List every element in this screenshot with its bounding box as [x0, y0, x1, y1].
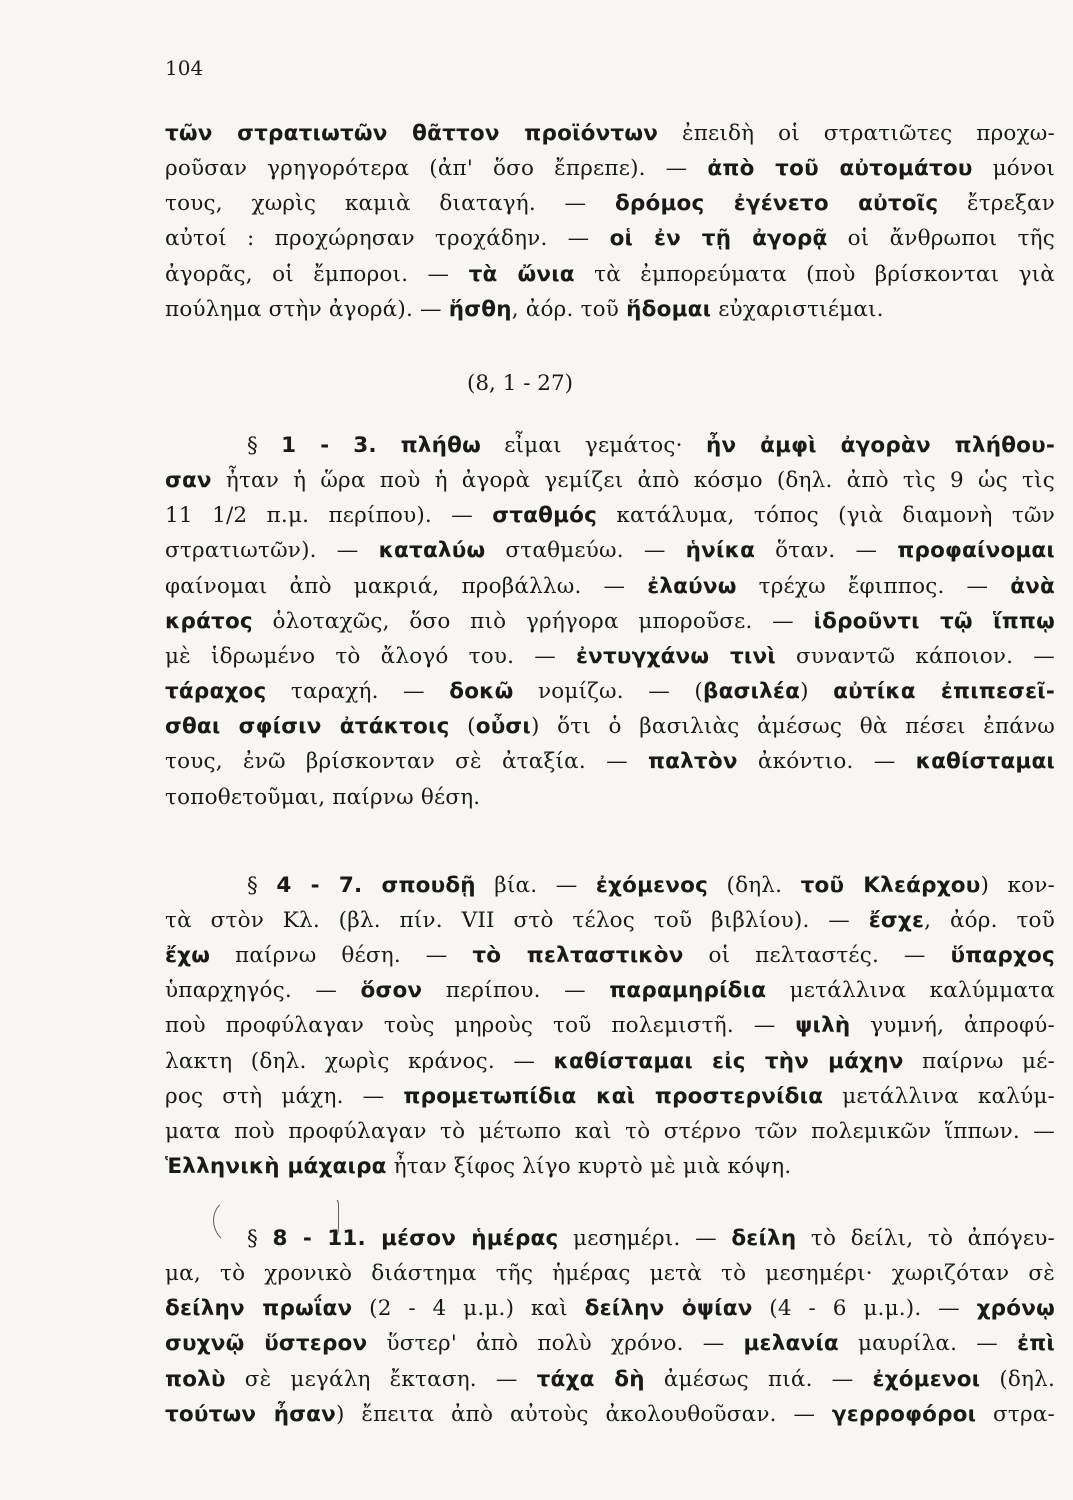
text-line: πολὺ σὲ μεγάλη ἔκταση. — τάχα δὴ ἀμέσως πιά. — ἐχόμενοι (δηλ.: [165, 1367, 1055, 1392]
text-line: 11 1/2 π.μ. περίπου). — σταθμός κατάλυμα, τόπος (γιὰ διαμονὴ τῶν: [165, 503, 1055, 528]
text-line: τὰ στὸν Κλ. (βλ. πίν. VII στὸ τέλος τοῦ βιβλίου). — ἔσχε, ἀόρ. τοῦ: [165, 908, 1055, 933]
text-line: αὐτοί : προχώρησαν τροχάδην. — οἱ ἐν τῇ ἀγορᾷ οἱ ἄνθρωποι τῆς: [165, 226, 1055, 251]
text-line: § 1 - 3. πλήθω εἶμαι γεμάτος· ἦν ἀμφὶ ἀγορὰν πλήθου-: [247, 433, 1055, 458]
text-line: τοποθετοῦμαι, παίρνω θέση.: [165, 785, 481, 810]
text-line: ρος στὴ μάχη. — προμετωπίδια καὶ προστερνίδια μετάλλινα καλύμ-: [165, 1084, 1055, 1109]
text-line: δείλην πρωΐαν (2 - 4 μ.μ.) καὶ δείλην ὀψίαν (4 - 6 μ.μ.). — χρόνῳ: [165, 1296, 1055, 1321]
text-line: ὑπαρχηγός. — ὅσον περίπου. — παραμηρίδια μετάλλινα καλύμματα: [165, 978, 1055, 1003]
text-line: τούτων ἦσαν) ἔπειτα ἀπὸ αὐτοὺς ἀκολουθοῦσαν. — γερροφόροι στρα-: [165, 1402, 1055, 1427]
text-line: κράτος ὁλοταχῶς, ὅσο πιὸ γρήγορα μποροῦσε. — ἱδροῦντι τῷ ἵππῳ: [165, 609, 1055, 634]
text-line: φαίνομαι ἀπὸ μακριά, προβάλλω. — ἐλαύνω τρέχω ἔφιππος. — ἀνὰ: [165, 574, 1055, 599]
text-line: λακτη (δηλ. χωρὶς κράνος. — καθίσταμαι εἰς τὴν μάχην παίρνω μέ-: [165, 1049, 1055, 1074]
text-line: στρατιωτῶν). — καταλύω σταθμεύω. — ἡνίκα ὅταν. — προφαίνομαι: [165, 538, 1055, 563]
text-line: συχνῷ ὕστερον ὕστερ' ἀπὸ πολὺ χρόνο. — μελανία μαυρίλα. — ἐπὶ: [165, 1331, 1056, 1356]
text-line: τάραχος ταραχή. — δοκῶ νομίζω. — (βασιλέα) αὐτίκα ἐπιπεσεῖ-: [165, 679, 1055, 704]
text-line: ἀγορᾶς, οἱ ἔμποροι. — τὰ ὤνια τὰ ἐμπορεύματα (ποὺ βρίσκονται γιὰ: [165, 262, 1056, 287]
text-line: τους, ἐνῶ βρίσκονταν σὲ ἀταξία. — παλτὸν ἀκόντιο. — καθίσταμαι: [165, 749, 1055, 774]
text-line: σαν ἦταν ἡ ὥρα ποὺ ἡ ἀγορὰ γεμίζει ἀπὸ κόσμο (δηλ. ἀπὸ τὶς 9 ὡς τὶς: [165, 468, 1055, 493]
text-line: τῶν στρατιωτῶν θᾶττον προϊόντων ἐπειδὴ οἱ στρατιῶτες προχω-: [165, 121, 1055, 146]
text-line: ἔχω παίρνω θέση. — τὸ πελταστικὸν οἱ πελταστές. — ὕπαρχος: [165, 943, 1055, 968]
text-line: ματα ποὺ προφύλαγαν τὸ μέτωπο καὶ τὸ στέρνο τῶν πολεμικῶν ἵππων. —: [165, 1119, 1055, 1144]
text-line: μὲ ἱδρωμένο τὸ ἄλογό του. — ἐντυγχάνω τινὶ συναντῶ κάποιον. —: [165, 644, 1055, 669]
text-line: ποὺ προφύλαγαν τοὺς μηροὺς τοῦ πολεμιστῆ. — ψιλὴ γυμνή, ἀπροφύ-: [165, 1013, 1055, 1038]
text-line: σθαι σφίσιν ἀτάκτοις (οὖσι) ὅτι ὁ βασιλιὰς ἀμέσως θὰ πέσει ἐπάνω: [165, 714, 1056, 739]
text-line: § 4 - 7. σπουδῇ βία. — ἐχόμενος (δηλ. τοῦ Κλεάρχου) κον-: [247, 873, 1056, 898]
text-line: πούλημα στὴν ἀγορά). — ἥσθη, ἀόρ. τοῦ ἥδομαι εὐχαριστιέμαι.: [165, 297, 884, 322]
section-header: (8, 1 - 27): [466, 371, 574, 396]
text-line: § 8 - 11. μέσον ἡμέρας μεσημέρι. — δείλη τὸ δείλι, τὸ ἀπόγευ-: [247, 1226, 1055, 1251]
text-line: τους, χωρὶς καμιὰ διαταγή. — δρόμος ἐγένετο αὐτοῖς ἔτρεξαν: [165, 191, 1055, 216]
text-line: Ἑλληνικὴ μάχαιρα ἦταν ξίφος λίγο κυρτὸ μὲ μιὰ κόψη.: [165, 1154, 792, 1179]
page-number: 104: [165, 56, 204, 80]
text-line: μα, τὸ χρονικὸ διάστημα τῆς ἡμέρας μετὰ τὸ μεσημέρι· χωριζόταν σὲ: [165, 1261, 1055, 1286]
text-line: ροῦσαν γρηγορότερα (ἀπ' ὅσο ἔπρεπε). — ἀπὸ τοῦ αὐτομάτου μόνοι: [165, 156, 1055, 181]
